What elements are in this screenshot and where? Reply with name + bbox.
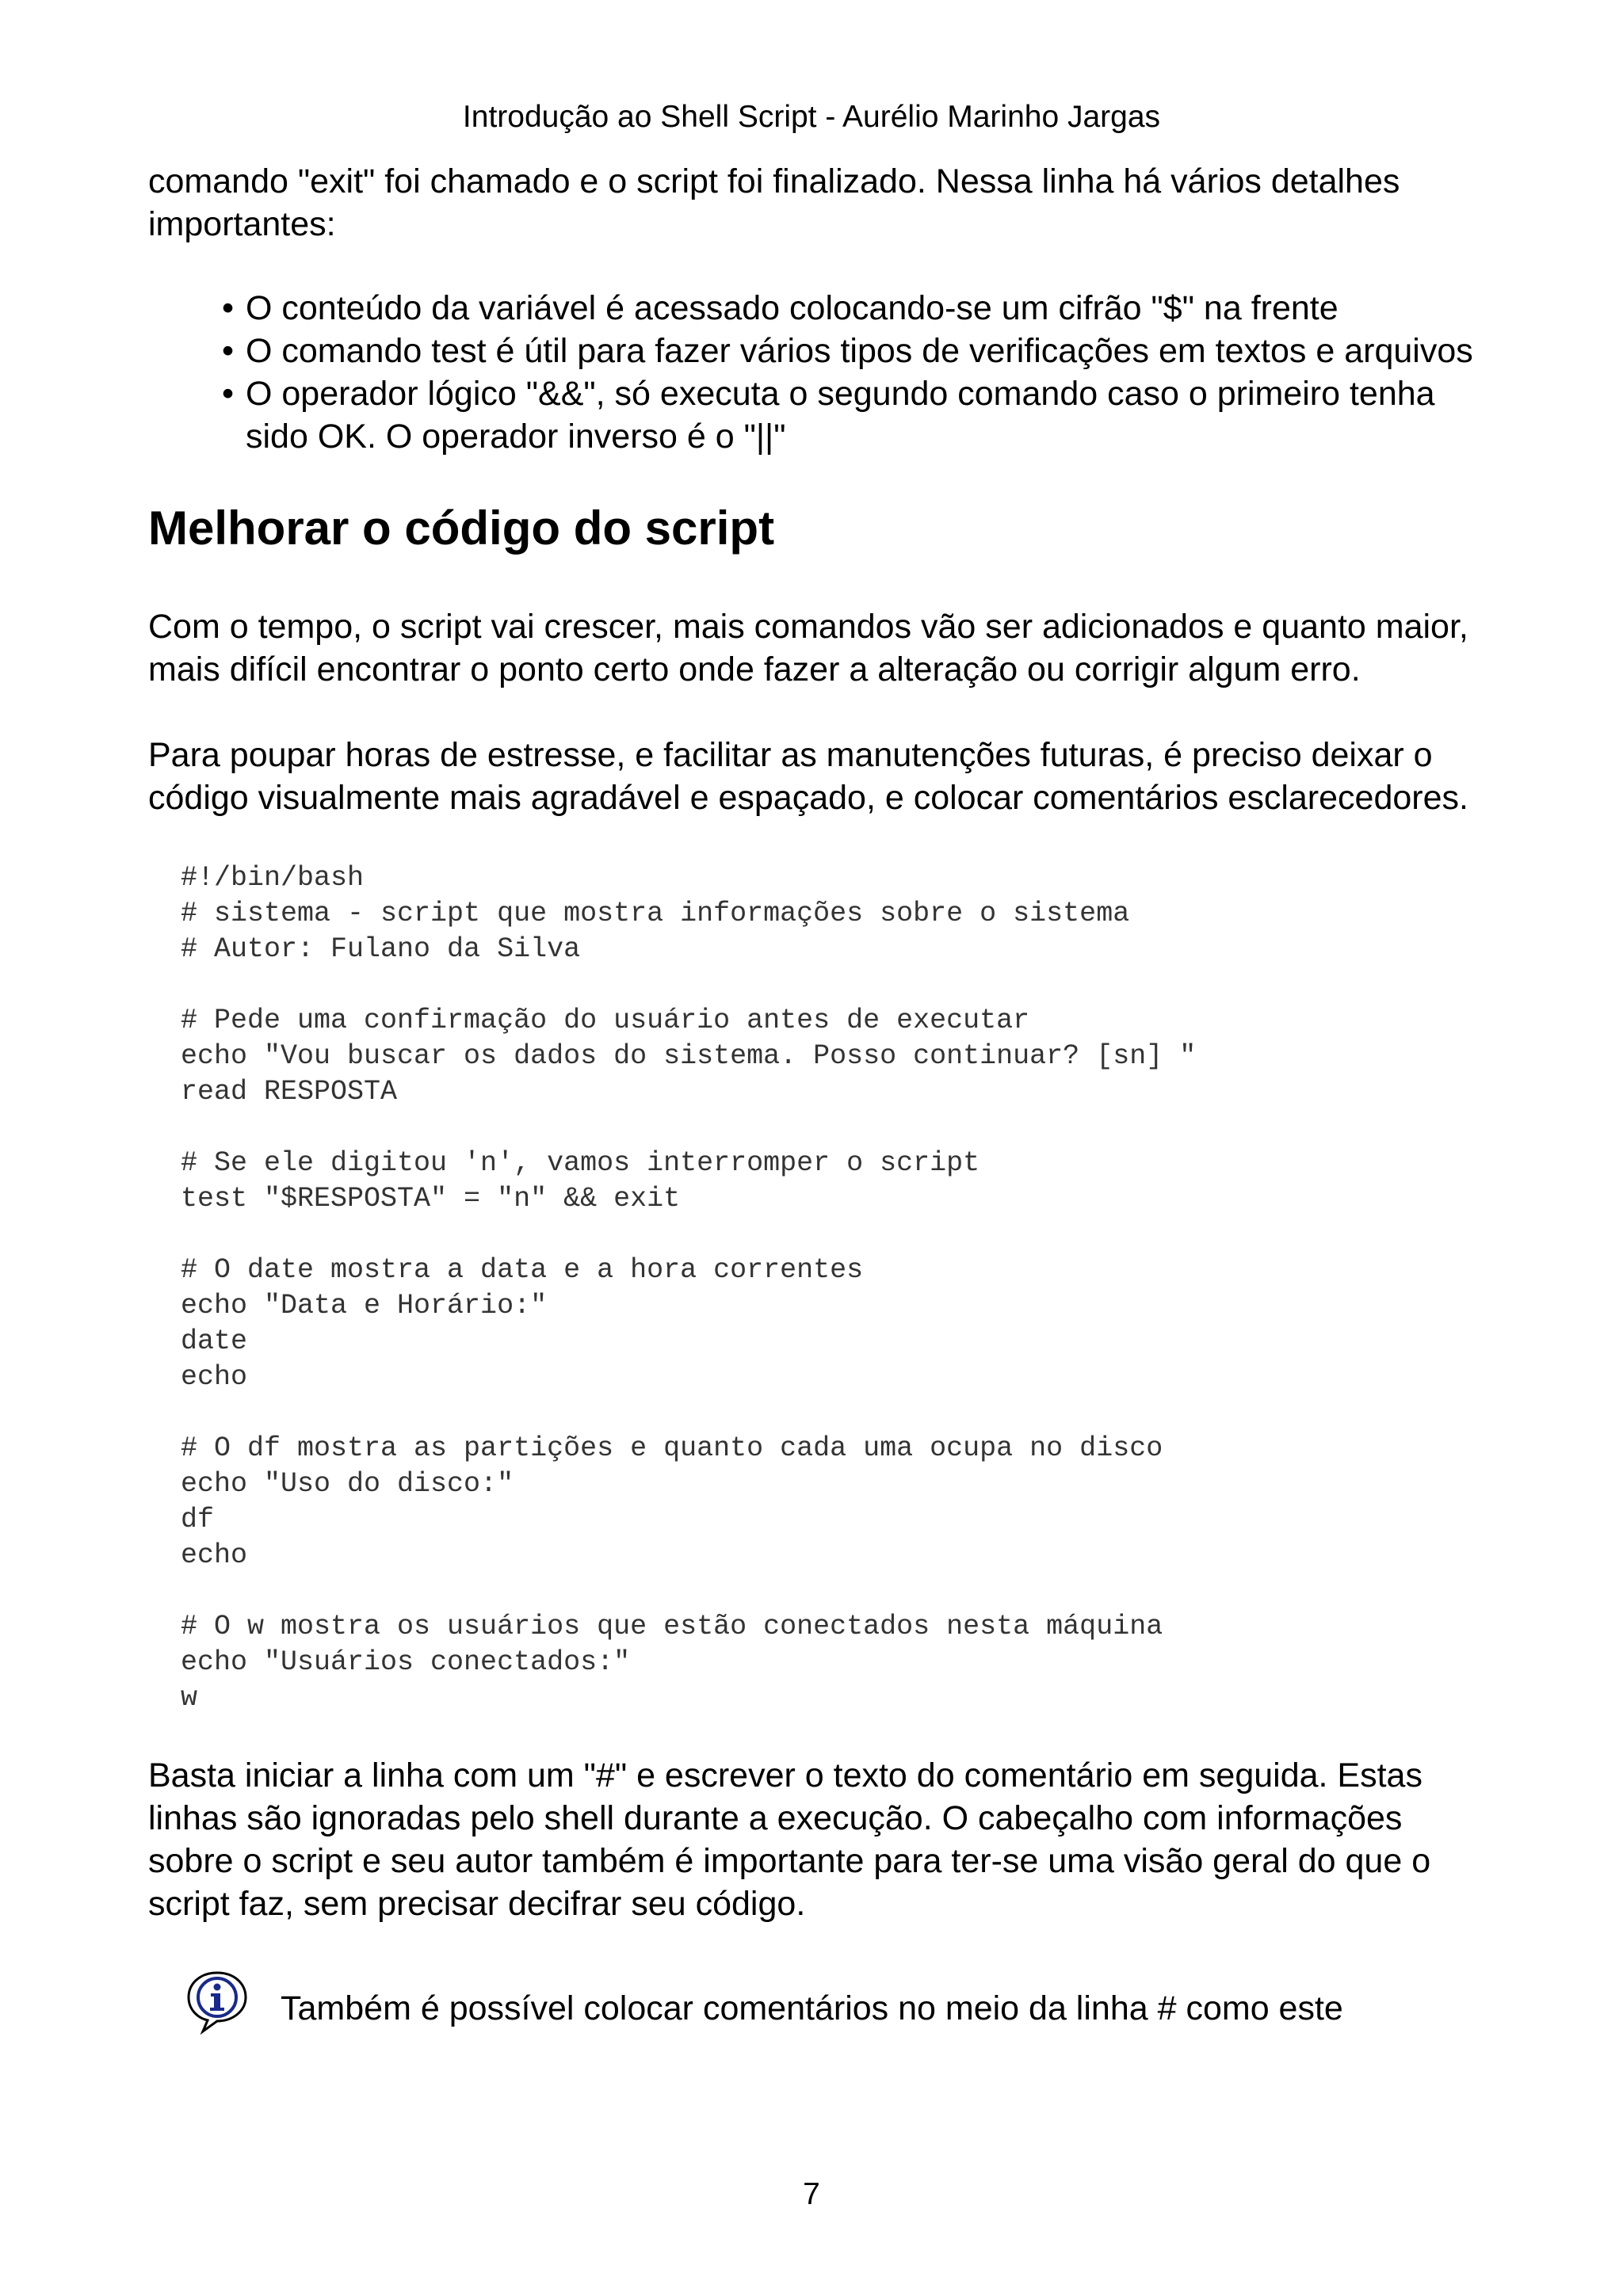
paragraph (148, 605, 1495, 691)
intro-text: comando "exit" foi chamado e o script foi finalizado. Nessa linha há vários detalhes importantes: (148, 162, 1400, 243)
info-tip (184, 1968, 1531, 2055)
bullet-item (222, 287, 1506, 330)
code-line: test "$RESPOSTA" = "n" && exit (181, 1183, 681, 1215)
info-icon (184, 1968, 250, 2035)
code-line (181, 1110, 1528, 1146)
bullet-text: O conteúdo da variável é acessado colocando-se um cifrão "$" na frente (246, 289, 1338, 327)
code-line: # Pede uma confirmação do usuário antes de executar (181, 1005, 1030, 1036)
paragraph-text: Basta iniciar a linha com um "#" e escrever o texto do comentário em seguida. Estas linhas são ignoradas pelo shell durante a execução. O cabeçalho com informações sobre o script e seu autor também é importante para ter-se uma visão geral do que o script faz, sem precisar decifrar seu código. (148, 1756, 1431, 1923)
code-line: echo "Usuários conectados:" (181, 1646, 631, 1678)
code-line: echo "Uso do disco:" (181, 1468, 514, 1500)
bullet-text: O comando test é útil para fazer vários tipos de verificações em textos e arquivos (246, 332, 1473, 370)
paragraph (148, 1754, 1495, 1925)
code-line: # sistema - script que mostra informações sobre o sistema (181, 898, 1130, 929)
code-line: #!/bin/bash (181, 862, 365, 894)
bullet-marker: • (222, 332, 235, 370)
code-line: # Autor: Fulano da Silva (181, 933, 581, 965)
paragraph-text: Com o tempo, o script vai crescer, mais comandos vão ser adicionados e quanto maior, mais difícil encontrar o ponto certo onde fazer a alteração ou corrigir algum erro. (148, 608, 1468, 688)
code-line (181, 967, 1528, 1003)
bullet-text: O operador lógico "&&", só executa o segundo comando caso o primeiro tenha sido OK. O operador inverso é o "||" (246, 375, 1435, 456)
paragraph-text: Para poupar horas de estresse, e facilitar as manutenções futuras, é preciso deixar o código visualmente mais agradável e espaçado, e colocar comentários esclarecedores. (148, 736, 1468, 817)
bullet-list (222, 287, 1506, 458)
code-line: # O date mostra a data e a hora correntes (181, 1254, 864, 1286)
tip-text: Também é possível colocar comentários no meio da linha # como este (281, 1989, 1343, 2027)
bullet-marker: • (222, 375, 235, 413)
code-line: echo "Vou buscar os dados do sistema. Posso continuar? [sn] " (181, 1040, 1197, 1072)
code-line: # Se ele digitou 'n', vamos interromper o script (181, 1147, 980, 1179)
code-line: echo (181, 1539, 248, 1571)
page-number: 7 (803, 2177, 820, 2211)
code-line: w (181, 1682, 198, 1714)
bullet-marker: • (222, 289, 235, 327)
paragraph (148, 734, 1495, 819)
code-line: # O w mostra os usuários que estão conectados nesta máquina (181, 1611, 1163, 1642)
code-block (181, 860, 1528, 1716)
code-line: read RESPOSTA (181, 1076, 398, 1108)
code-line (181, 1217, 1528, 1253)
code-line: df (181, 1504, 215, 1535)
info-icon-graphic (184, 1968, 250, 2035)
code-line: date (181, 1325, 248, 1357)
section-heading: Melhorar o código do script (148, 502, 775, 555)
intro-paragraph (148, 160, 1495, 246)
code-line (181, 1395, 1528, 1431)
bullet-item (222, 372, 1506, 458)
running-header: Introdução ao Shell Script - Aurélio Marinho Jargas (462, 100, 1161, 134)
code-line: # O df mostra as partições e quanto cada uma ocupa no disco (181, 1432, 1163, 1464)
code-line: echo "Data e Horário:" (181, 1290, 548, 1322)
code-line: echo (181, 1361, 248, 1393)
bullet-item (222, 330, 1506, 372)
code-line (181, 1573, 1528, 1609)
